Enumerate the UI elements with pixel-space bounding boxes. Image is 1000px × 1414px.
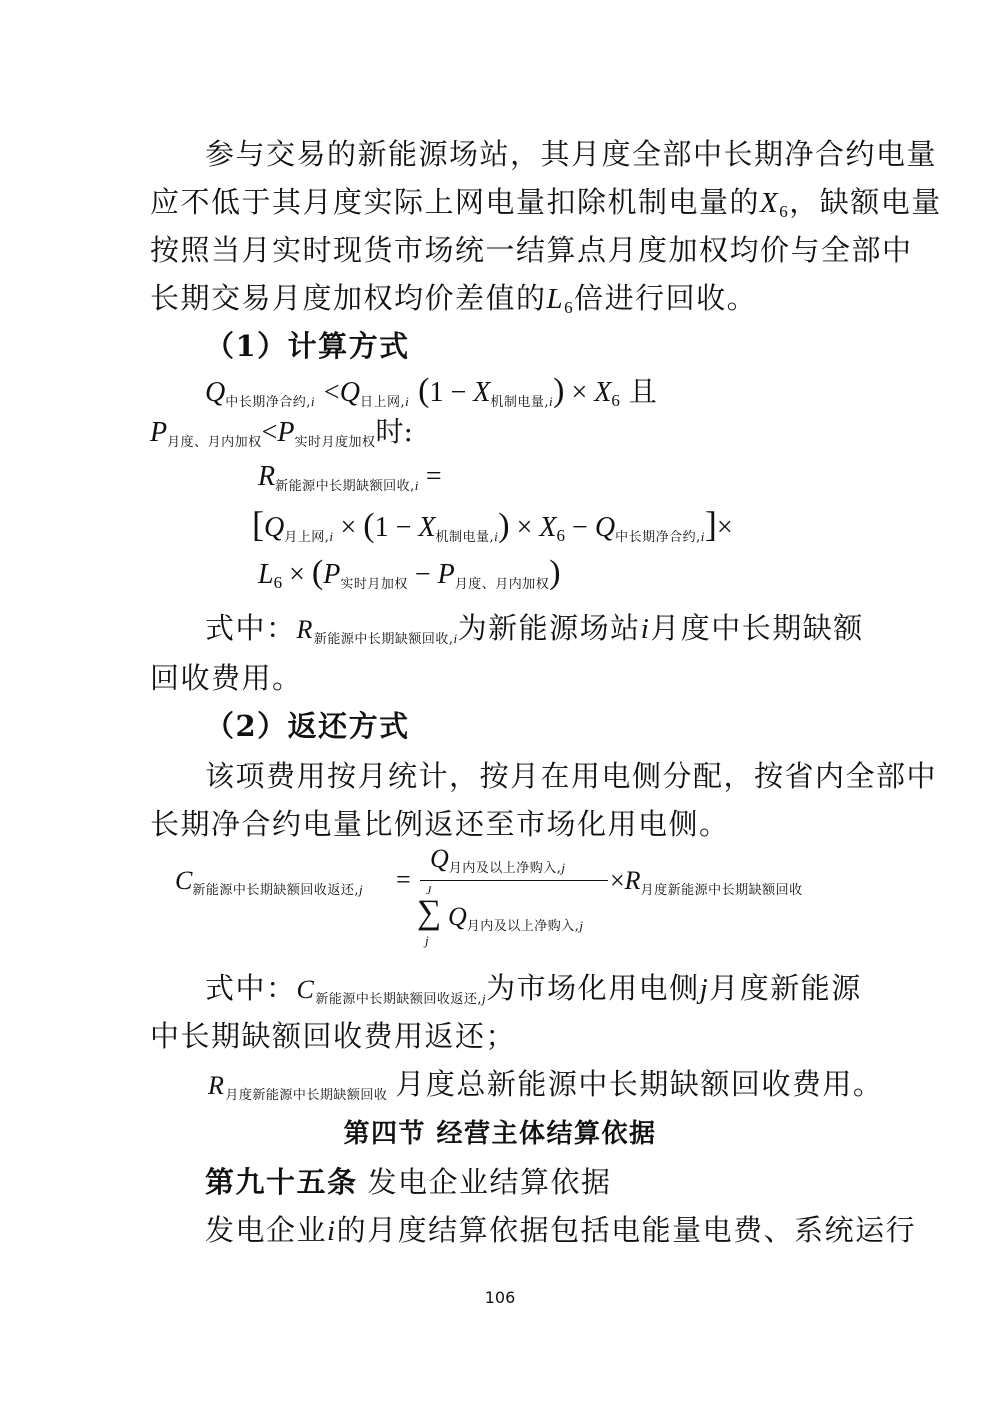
paragraph-line: 长期交易月度加权均价差值的L6倍进行回收。 (150, 281, 758, 317)
section-title: 第四节 经营主体结算依据 (343, 1119, 657, 1149)
subheading-return: （2）返还方式 (205, 709, 410, 743)
equals-sign: = (396, 865, 411, 894)
sum-upper-limit: J (426, 883, 432, 897)
paragraph-line: 该项费用按月统计，按月在用电侧分配，按省内全部中 (205, 759, 938, 793)
formula-note-line: 回收费用。 (150, 661, 303, 695)
summation-sign: ∑ (417, 894, 442, 931)
sum-lower-limit: j (425, 933, 429, 948)
article-heading: 第九十五条 发电企业结算依据 (205, 1165, 612, 1199)
paragraph-line: 发电企业i的月度结算依据包括电能量电费、系统运行 (205, 1213, 917, 1247)
paragraph-line: 应不低于其月度实际上网电量扣除机制电量的X6，缺额电量 (150, 185, 942, 221)
formula-note-line: $R_{月度新能源中长期缺额回收}$ 月度总新能源中长期缺额回收费用。 (208, 1067, 884, 1103)
fraction-denominator: $Q_{月内及以上净购入,j}$ (448, 902, 584, 934)
subheading-calculation: （1）计算方式 (205, 329, 410, 363)
formula-c-rhs: $\times R_{月度新能源中长期缺额回收}$ (610, 866, 803, 898)
paragraph-line: 参与交易的新能源场站，其月度全部中长期净合约电量 (205, 137, 938, 171)
formula-r-line1: $R_{新能源中长期缺额回收,i}$ = (258, 461, 442, 494)
condition-formula-line1: $Q_{中长期净合约,i} <Q_{日上网,i}$ $(1 - X_{机制电量,i}) \times X6$ 且 (205, 372, 657, 410)
condition-formula-line2: $P_{月度、月内加权}<P_{实时月度加权}$时: (150, 415, 413, 450)
formula-c-lhs: $C_{新能源中长期缺额回收返还,j}$ (175, 866, 364, 898)
page-number: 106 (484, 1288, 516, 1307)
formula-note-line: 中长期缺额回收费用返还； (150, 1019, 517, 1053)
formula-r-line2: $[Q_{月上网,i} \times (1 - X_{机制电量,i}) \times X6 - Q_{中长期净合约,i}]\times$ (252, 504, 733, 545)
paragraph-line: 长期净合约电量比例返还至市场化用电侧。 (150, 807, 730, 841)
formula-r-line3: $L6 \times (P_{实时月加权} - P_{月度、月内加权})$ (258, 554, 561, 592)
fraction-bar (420, 880, 608, 881)
formula-note-line: 式中：$R_{新能源中长期缺额回收,i}$为新能源场站i月度中长期缺额 (205, 611, 864, 647)
fraction-numerator: $Q_{月内及以上净购入,j}$ (430, 844, 566, 876)
formula-note-line: 式中：$C_{新能源中长期缺额回收返还,j}$为市场化用电侧j月度新能源 (205, 971, 862, 1007)
paragraph-line: 按照当月实时现货市场统一结算点月度加权均价与全部中 (150, 233, 913, 267)
